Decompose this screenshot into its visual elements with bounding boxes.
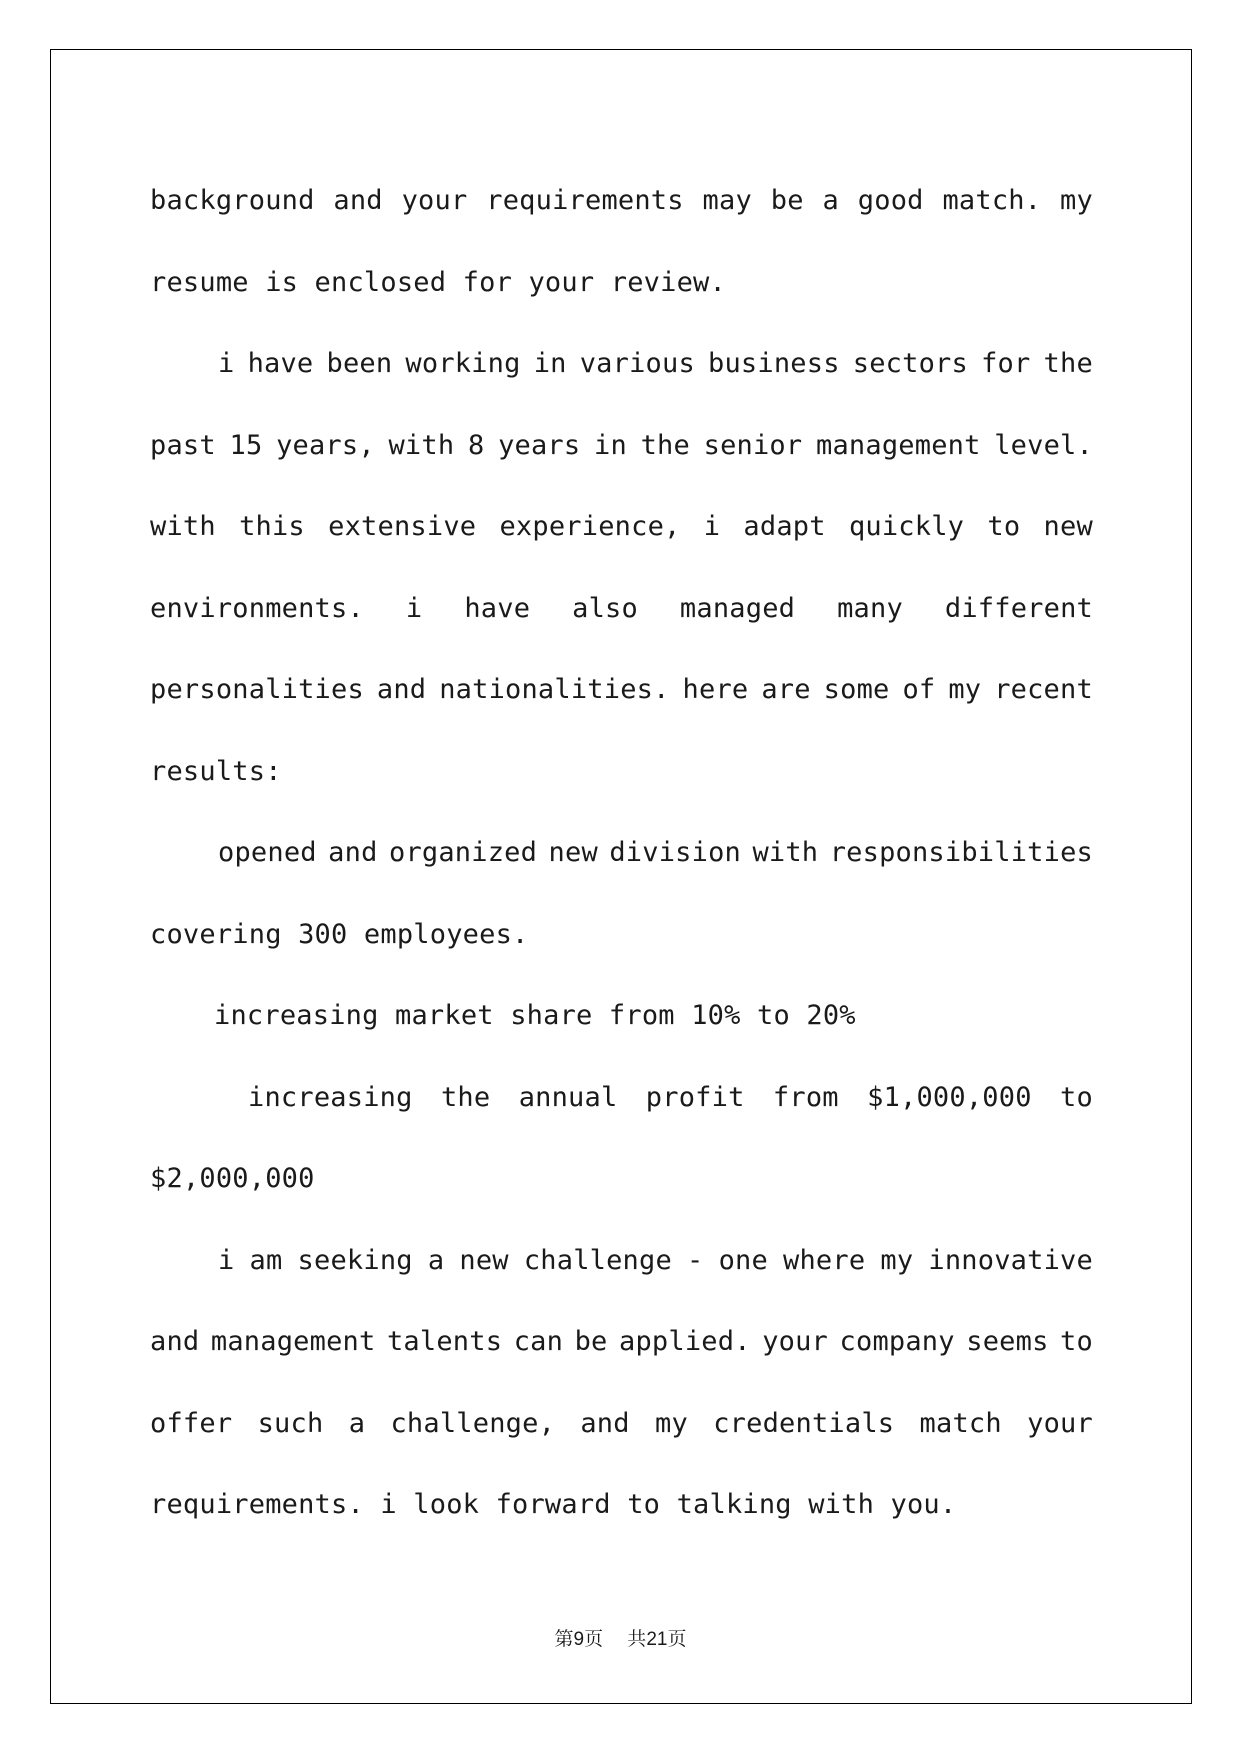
word: management [816, 429, 981, 461]
word: my [948, 674, 982, 705]
word: seeking [297, 1244, 413, 1276]
word: quickly [848, 511, 965, 542]
word: business [708, 348, 840, 379]
text-line: covering 300 employees. [150, 918, 529, 950]
word: sectors [852, 348, 968, 379]
word: my [1060, 185, 1093, 216]
text-line: increasing market share from 10% to 20% [214, 1000, 856, 1031]
word: $1,000,000 [867, 1081, 1032, 1113]
word: in [594, 429, 627, 461]
word: company [839, 1326, 955, 1357]
word: my [655, 1407, 688, 1439]
word: be [574, 1326, 608, 1357]
word: have [247, 348, 314, 379]
document-body [150, 160, 1093, 1546]
word: have [464, 592, 531, 624]
word: for [981, 348, 1031, 379]
word: management [210, 1326, 376, 1357]
word: experience, [499, 511, 681, 542]
word: and [333, 185, 383, 216]
word: match [919, 1407, 1002, 1439]
text-line [150, 1057, 1093, 1139]
word: am [249, 1244, 283, 1276]
word: i [703, 511, 721, 542]
word: the [440, 1081, 491, 1113]
text-line [150, 649, 1093, 731]
word: from [772, 1081, 839, 1113]
word: your [1027, 1407, 1093, 1439]
word: responsibilities [829, 837, 1093, 868]
word: various [579, 348, 695, 379]
text-line: results: [150, 755, 282, 787]
word: with [150, 511, 216, 542]
word: environments. [150, 592, 364, 624]
word: extensive [328, 511, 477, 542]
text-line [150, 405, 1093, 487]
word: to [987, 511, 1021, 542]
word: talents [386, 1326, 503, 1357]
word: and [150, 1326, 200, 1357]
text-line [150, 160, 1093, 242]
word: annual [518, 1081, 618, 1113]
word: some [823, 674, 890, 705]
page-prefix: 第 [554, 1628, 574, 1650]
word: requirements [486, 185, 684, 216]
word: adapt [743, 511, 826, 542]
word: match. [942, 185, 1042, 216]
text-line [150, 1383, 1093, 1465]
word: opened [218, 837, 317, 868]
total-suffix: 页 [667, 1628, 687, 1650]
text-line [150, 1301, 1093, 1383]
word: credentials [713, 1407, 895, 1439]
word: nationalities. [439, 674, 670, 705]
word: level. [994, 429, 1093, 461]
text-line [150, 486, 1093, 568]
word: senior [703, 429, 803, 461]
word: working [405, 348, 521, 379]
page-number: 9 [573, 1629, 585, 1650]
word: profit [645, 1081, 745, 1113]
word: increasing [248, 1081, 413, 1113]
word: and [580, 1407, 630, 1439]
word: innovative [928, 1244, 1093, 1276]
word: 15 [229, 429, 263, 461]
text-line [150, 568, 1093, 650]
text-line [150, 323, 1093, 405]
word: many [837, 592, 903, 624]
word: can [513, 1326, 564, 1357]
word: here [682, 674, 749, 705]
total-pages: 21 [646, 1629, 668, 1650]
word: are [761, 674, 811, 705]
word: been [326, 348, 393, 379]
text-line: resume is enclosed for your review. [150, 266, 726, 298]
word: this [239, 511, 305, 542]
word: my [880, 1244, 914, 1276]
word: good [857, 185, 924, 216]
total-prefix: 共 [627, 1628, 647, 1650]
word: division [609, 837, 741, 868]
word: i [218, 348, 235, 379]
word: managed [679, 592, 796, 624]
word: 8 [467, 429, 485, 461]
text-line: $2,000,000 [150, 1163, 315, 1194]
word: such [257, 1407, 324, 1439]
word: a [427, 1244, 445, 1276]
word: to [1060, 1326, 1093, 1357]
word: years [498, 429, 581, 461]
word: your [401, 185, 468, 216]
word: also [572, 592, 638, 624]
word: the [1043, 348, 1093, 379]
page-footer [0, 1624, 1241, 1651]
word: organized [388, 837, 538, 868]
word: years, [276, 429, 375, 461]
word: with [752, 837, 819, 868]
word: one [718, 1244, 768, 1276]
word: new [1043, 511, 1093, 542]
word: recent [994, 674, 1093, 705]
word: background [150, 185, 315, 216]
word: and [328, 837, 378, 868]
word: applied. [619, 1326, 751, 1357]
word: with [388, 429, 455, 461]
word: be [770, 185, 804, 216]
word: i [405, 592, 423, 624]
word: to [1060, 1081, 1093, 1113]
word: new [459, 1244, 509, 1276]
word: seems [966, 1326, 1049, 1357]
word: in [533, 348, 567, 379]
text-line [150, 1220, 1093, 1302]
word: the [640, 429, 690, 461]
word: personalities [150, 674, 364, 705]
word: may [702, 185, 752, 216]
word: of [902, 674, 936, 705]
word: - [687, 1244, 704, 1276]
page-suffix: 页 [584, 1628, 604, 1650]
word: a [348, 1407, 366, 1439]
word: challenge [523, 1244, 672, 1276]
word: different [944, 592, 1093, 624]
word: challenge, [390, 1407, 556, 1439]
word: your [762, 1326, 829, 1357]
word: a [822, 185, 839, 216]
text-line [150, 812, 1093, 894]
word: and [376, 674, 427, 705]
word: offer [150, 1407, 233, 1439]
text-line: requirements. i look forward to talking with you. [150, 1489, 957, 1520]
word: i [218, 1244, 235, 1276]
word: past [150, 429, 216, 461]
word: new [548, 837, 598, 868]
word: where [783, 1244, 866, 1276]
